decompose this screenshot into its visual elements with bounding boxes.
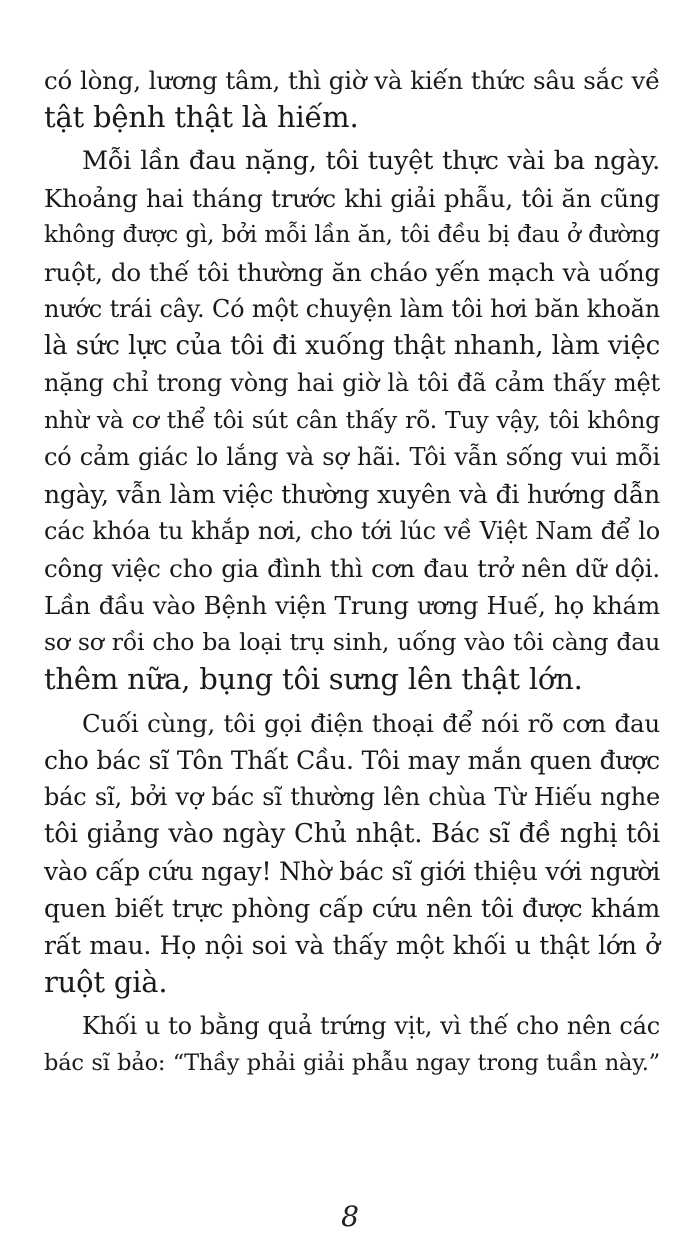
paragraph <box>44 1008 660 1082</box>
text-line: có lòng, lương tâm, thì giờ và kiến thức sâu sắc về <box>44 66 660 95</box>
text-line: thêm nữa, bụng tôi sưng lên thật lớn. <box>44 662 583 696</box>
text-line: Khối u to bằng quả trứng vịt, vì thế cho nên các <box>82 1012 660 1040</box>
text-line: quen biết trực phòng cấp cứu nên tôi được khám <box>44 894 660 923</box>
text-line: Cuối cùng, tôi gọi điện thoại để nói rõ cơn đau <box>82 709 660 738</box>
page-number: 8 <box>341 1200 359 1233</box>
text-line: vào cấp cứu ngay! Nhờ bác sĩ giới thiệu với người <box>44 857 660 886</box>
text-line: Khoảng hai tháng trước khi giải phẫu, tôi ăn cũng <box>44 184 660 213</box>
text-line: cho bác sĩ Tôn Thất Cầu. Tôi may mắn quen được <box>44 746 660 775</box>
text-line: tật bệnh thật là hiếm. <box>44 100 359 134</box>
text-line: nước trái cây. Có một chuyện làm tôi hơi băn khoăn <box>44 295 660 323</box>
text-line: nhừ và cơ thể tôi sút cân thấy rõ. Tuy vậy, tôi không <box>44 406 660 434</box>
paragraph <box>44 705 660 1001</box>
text-line: nặng chỉ trong vòng hai giờ là tôi đã cảm thấy mệt <box>44 369 660 397</box>
text-line: ruột, do thế tôi thường ăn cháo yến mạch và uống <box>44 258 660 287</box>
text-line: Mỗi lần đau nặng, tôi tuyệt thực vài ba ngày. <box>82 146 660 176</box>
text-line: công việc cho gia đình thì cơn đau trở nên dữ dội. <box>44 554 660 583</box>
text-line: là sức lực của tôi đi xuống thật nhanh, làm việc <box>44 331 660 361</box>
text-line: ruột già. <box>44 965 168 999</box>
text-line: rất mau. Họ nội soi và thấy một khối u thật lớn ở <box>44 931 660 960</box>
text-line: có cảm giác lo lắng và sợ hãi. Tôi vẫn sống vui mỗi <box>44 443 660 471</box>
text-line: không được gì, bởi mỗi lần ăn, tôi đều bị đau ở đường <box>44 222 660 248</box>
paragraph <box>44 62 660 136</box>
book-page-body <box>44 62 660 1089</box>
text-line: bác sĩ bảo: “Thầy phải giải phẫu ngay trong tuần này.” <box>44 1050 660 1076</box>
paragraph <box>44 143 660 698</box>
text-line: sơ sơ rồi cho ba loại trụ sinh, uống vào tôi càng đau <box>44 628 660 656</box>
text-line: tôi giảng vào ngày Chủ nhật. Bác sĩ đề nghị tôi <box>44 819 660 849</box>
text-line: ngày, vẫn làm việc thường xuyên và đi hướng dẫn <box>44 480 660 509</box>
text-line: bác sĩ, bởi vợ bác sĩ thường lên chùa Từ Hiếu nghe <box>44 783 660 811</box>
text-line: Lần đầu vào Bệnh viện Trung ương Huế, họ khám <box>44 591 660 620</box>
text-line: các khóa tu khắp nơi, cho tới lúc về Việt Nam để lo <box>44 517 660 545</box>
